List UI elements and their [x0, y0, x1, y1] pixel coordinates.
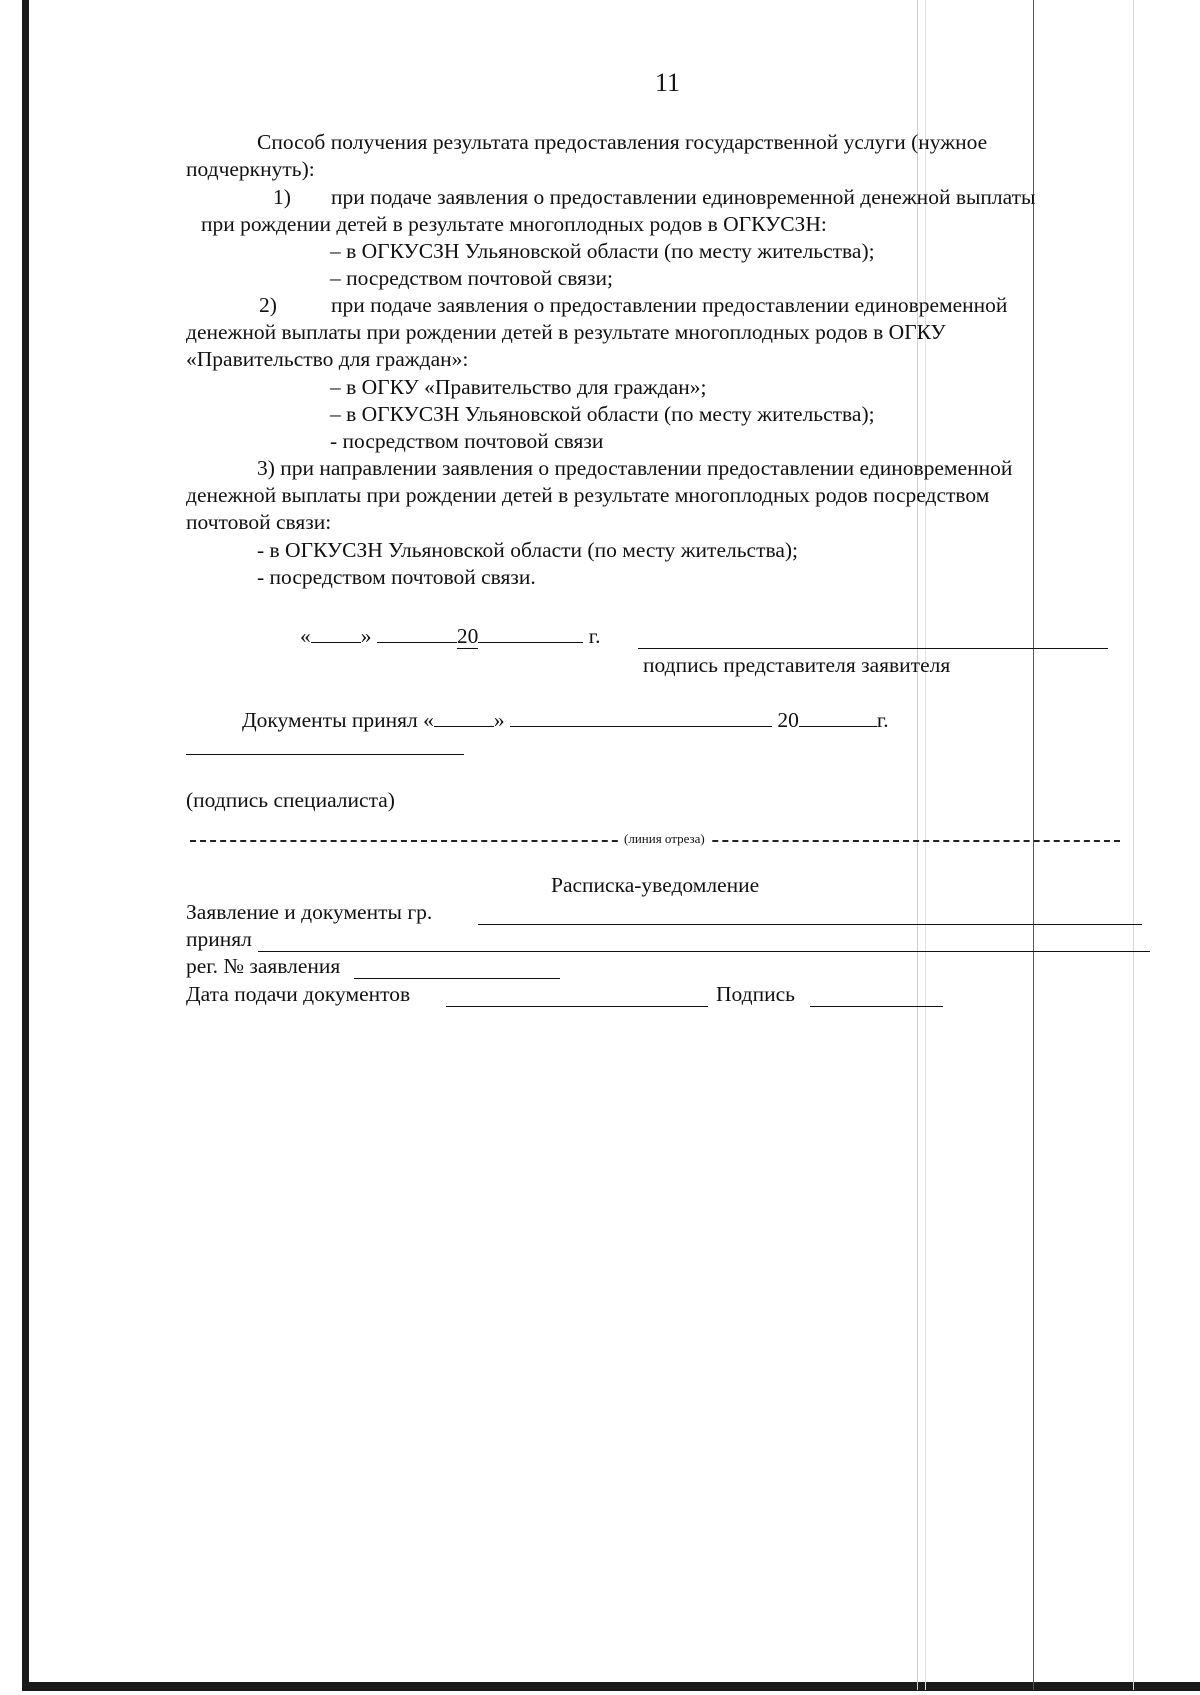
- item3-line3: почтовой связи:: [186, 510, 332, 534]
- item3-option2: - посредством почтовой связи.: [257, 565, 536, 589]
- scan-artifact-line: [1033, 0, 1034, 1690]
- month-blank[interactable]: [377, 622, 457, 643]
- quote-open: «: [300, 624, 311, 648]
- scan-artifact-line: [917, 0, 918, 1690]
- receipt-date-blank[interactable]: [446, 1006, 708, 1007]
- item1-line2: при рождении детей в результате многоплодных родов в ОГКУСЗН:: [201, 212, 827, 236]
- receipt-sign-label: Подпись: [716, 982, 795, 1006]
- specialist-signature-caption: (подпись специалиста): [186, 788, 395, 812]
- receipt-date-label: Дата подачи документов: [186, 982, 411, 1006]
- item1-number: 1): [273, 185, 291, 209]
- applicant-date-line: [300, 622, 601, 649]
- item3-option1: - в ОГКУСЗН Ульяновской области (по месту жительства);: [257, 538, 799, 562]
- method-intro-line2: подчеркнуть):: [186, 157, 315, 181]
- scan-edge-bottom: [22, 1682, 1200, 1691]
- accepted-year-suffix: г.: [876, 708, 889, 732]
- scan-edge-left: [22, 0, 29, 1690]
- receipt-docs-blank[interactable]: [478, 924, 1142, 925]
- receipt-sign-blank[interactable]: [810, 1006, 943, 1007]
- receipt-docs-label: Заявление и документы гр.: [186, 900, 433, 924]
- accepted-line: [242, 706, 889, 733]
- item2-line1: при подаче заявления о предоставлении предоставлении единовременной: [331, 293, 1008, 317]
- receipt-reg-blank[interactable]: [354, 978, 560, 979]
- item3-line2: денежной выплаты при рождении детей в результате многоплодных родов посредством: [186, 483, 990, 507]
- item2-option1: – в ОГКУ «Правительство для граждан»;: [330, 375, 707, 399]
- item2-option2: – в ОГКУСЗН Ульяновской области (по месту жительства);: [330, 402, 875, 426]
- quote-close: »: [360, 624, 372, 648]
- method-intro-line1: Способ получения результата предоставления государственной услуги (нужное: [257, 130, 988, 154]
- item2-line3: «Правительство для граждан»:: [186, 347, 469, 371]
- accepted-label: Документы принял «: [242, 708, 434, 732]
- day-blank[interactable]: [311, 622, 361, 643]
- accepted-year-prefix: 20: [777, 708, 799, 732]
- item2-option3: - посредством почтовой связи: [330, 429, 604, 453]
- year-blank[interactable]: [478, 622, 583, 643]
- year-prefix: 20: [456, 624, 479, 648]
- receipt-accepted-blank[interactable]: [258, 951, 1150, 952]
- accepted-quote-close: »: [493, 708, 505, 732]
- receipt-reg-label: рег. № заявления: [186, 954, 341, 978]
- accepted-month-blank[interactable]: [510, 706, 772, 727]
- item2-line2: денежной выплаты при рождении детей в результате многоплодных родов в ОГКУ: [186, 320, 946, 344]
- accepted-year-blank[interactable]: [799, 706, 877, 727]
- page-number: 11: [655, 68, 681, 97]
- receipt-accepted-label: принял: [186, 927, 252, 951]
- item1-option2: – посредством почтовой связи;: [330, 266, 613, 290]
- representative-signature-line[interactable]: [638, 648, 1108, 649]
- item1-line1: при подаче заявления о предоставлении единовременной денежной выплаты: [331, 185, 1036, 209]
- scan-artifact-line: [925, 0, 926, 1690]
- item3-line1: 3) при направлении заявления о предоставлении предоставлении единовременной: [257, 456, 1013, 480]
- item2-number: 2): [259, 293, 277, 317]
- cut-line-label: (линия отреза): [620, 831, 709, 847]
- accepted-day-blank[interactable]: [434, 706, 494, 727]
- year-suffix: г.: [588, 624, 601, 648]
- representative-signature-caption: подпись представителя заявителя: [643, 653, 951, 677]
- receipt-title: Расписка-уведомление: [551, 873, 760, 897]
- item1-option1: – в ОГКУСЗН Ульяновской области (по месту жительства);: [330, 239, 875, 263]
- specialist-signature-line[interactable]: [186, 754, 464, 755]
- scan-artifact-line: [1133, 0, 1134, 1690]
